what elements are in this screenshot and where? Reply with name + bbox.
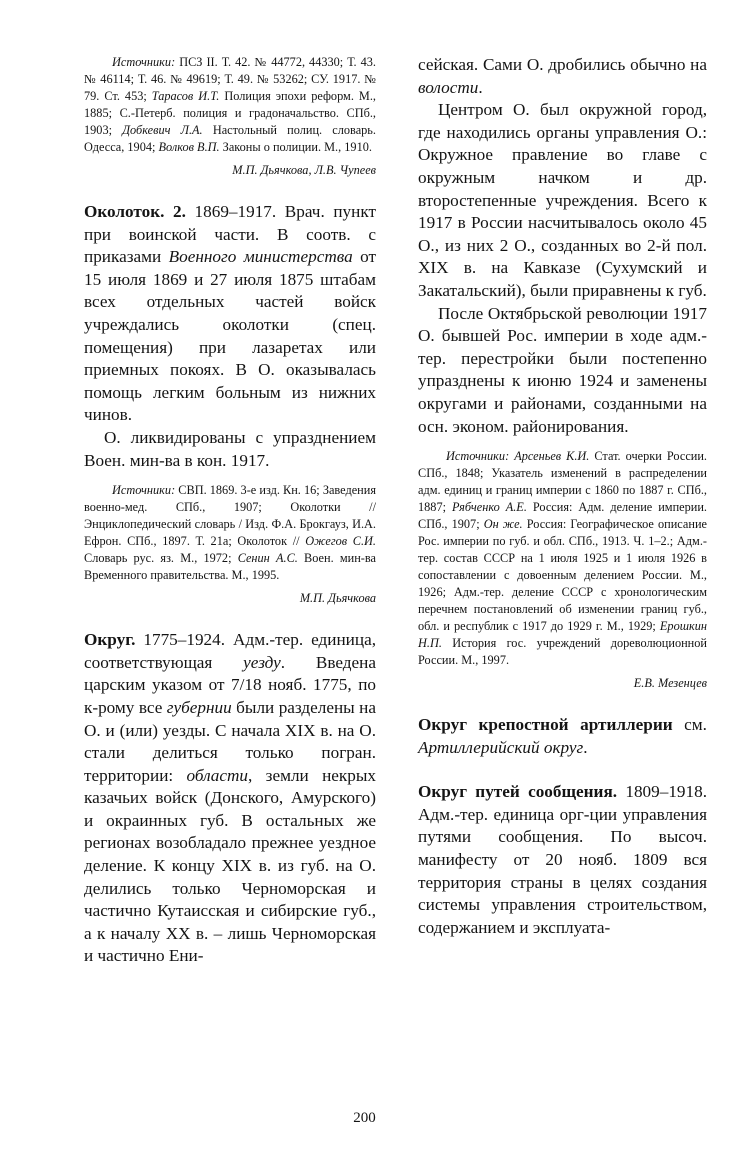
sources-block-okolotok: Источники: СВП. 1869. 3-е изд. Кн. 16; Заведения военно-мед. СПб., 1907; Околотки // Энциклопедический словарь / Изд. Ф.А. Брокгауз, И.А. Ефрон. СПб., 1897. Т. 21а; Околоток // Ожегов С.И. Словарь рус. яз. М., 1972; Сенин А.С. Воен. мин-ва Временного правительства. М., 1995. [84,483,376,583]
left-column [84,54,376,968]
sources-block-okrug: Источники: Арсеньев К.И. Стат. очерки России. СПб., 1848; Указатель изменений в распределении адм. единиц и границ империи с 1860 по 1887 г. СПб., 1887; Рябченко А.Е. Россия: Адм. деление империи. СПб., 1907; Он же. Россия: Географическое описание Рос. империи по губ. и обл. СПб., 1913. Ч. 1–2.; Адм.-тер. состав СССР на 1 июля 1925 и 1 июля 1926 в сопоставлении с довоенным делением России. М., 1926; Адм.-тер. деление СССР с хронологическим перечнем постановлений об изменении границ губ., обл. и республик с 1917 до 1929 г. М., 1929; Ерошкин Н.П. История гос. учреждений дореволюционной России. М., 1997. [418,449,708,668]
article-okrug: Округ. 1775–1924. Адм.-тер. единица, соответствующая уезду. Введена царским указом от 7/18 нояб. 1775, по к-рому все губернии были разделены на О. и (или) уезды. С начала XIX в. на О. стали делиться только погран. территории: области, земли некрых казачьих войск (Донского, Амурского) и окраинных губ. В остальных же регионах возобладало прежнее уездное деление. К концу XIX в. из губ. на О. делились только Черноморская и частично Кутаисская и сибирские губ., а к началу XX в. – лишь Черноморская и частично Ени- [84,630,376,966]
author-signature-okrug: Е.В. Мезенцев [633,676,707,691]
article-heading-artillery: Округ крепостной артиллерии [418,715,673,735]
article-okrug-continued: сейская. Сами О. дробились обычно на волости. [418,55,707,97]
page-number: 200 [353,1110,376,1126]
author-signature-police: М.П. Дьячкова, Л.В. Чупеев [232,163,376,177]
article-heading-okrug: Округ. [84,630,136,650]
article-okrug-paragraph-3: После Октябрьской революции 1917 О. бывшей Рос. империи в ходе адм.-тер. перестройки были постепенно упразднены к июню 1924 и заменены округами и районами, созданными на осн. эконом. районирования. [418,303,707,436]
cross-reference-link[interactable]: Артиллерийский округ [418,737,584,757]
article-okrug-artillery: Округ крепостной артиллерии см. Артиллерийский округ. [418,715,707,757]
article-okrug-paragraph-2: Центром О. был окружной город, где находились органы управления О.: Окружное правление во главе с окружным начком и др. второстепенные учреждения. Всего к 1917 в России насчитывалось около 45 О., из них 2 О., созданных во 2-й пол. XIX в. на Кавказе (Сухумский и Закатальский), были приравнены к губ. [418,100,707,300]
article-okolotok-paragraph: О. ликвидированы с упразднением Воен. мин-ва в кон. 1917. [84,427,376,470]
article-okolotok: Околоток. 2. 1869–1917. Врач. пункт при воинской части. В соотв. с приказами Военного министерства от 15 июля 1869 и 27 июля 1875 штабам всех отдельных частей войск учреждались околотки (спец. помещения) при лазаретах или приемных покоях. В О. оказывалась помощь легким больным из нижних чинов. [84,202,376,425]
article-okrug-roads: Округ путей сообщения. 1809–1918. Адм.-тер. единица орг-ции управления путями сообщения. По высоч. манифесту от 20 нояб. 1809 вся территория страны в целях создания системы управления строительством, содержанием и эксплуата- [418,782,707,937]
article-heading-okolotok: Околоток. 2. [84,202,186,221]
article-heading-roads: Округ путей сообщения. [418,782,618,802]
sources-block-police: Источники: ПСЗ II. Т. 42. № 44772, 44330; Т. 43. № 46114; Т. 46. № 49619; Т. 49. № 53262; СУ. 1917. № 79. Ст. 453; Тарасов И.Т. Полиция эпохи реформ. М., 1885; С.-Петерб. полиция и градоначальство. СПб., 1903; Добкевич Л.А. Настольный полиц. словарь. Одесса, 1904; Волков В.П. Законы о полиции. М., 1910. [84,55,376,154]
right-column [418,54,707,939]
author-signature-okolotok: М.П. Дьячкова [299,591,376,606]
